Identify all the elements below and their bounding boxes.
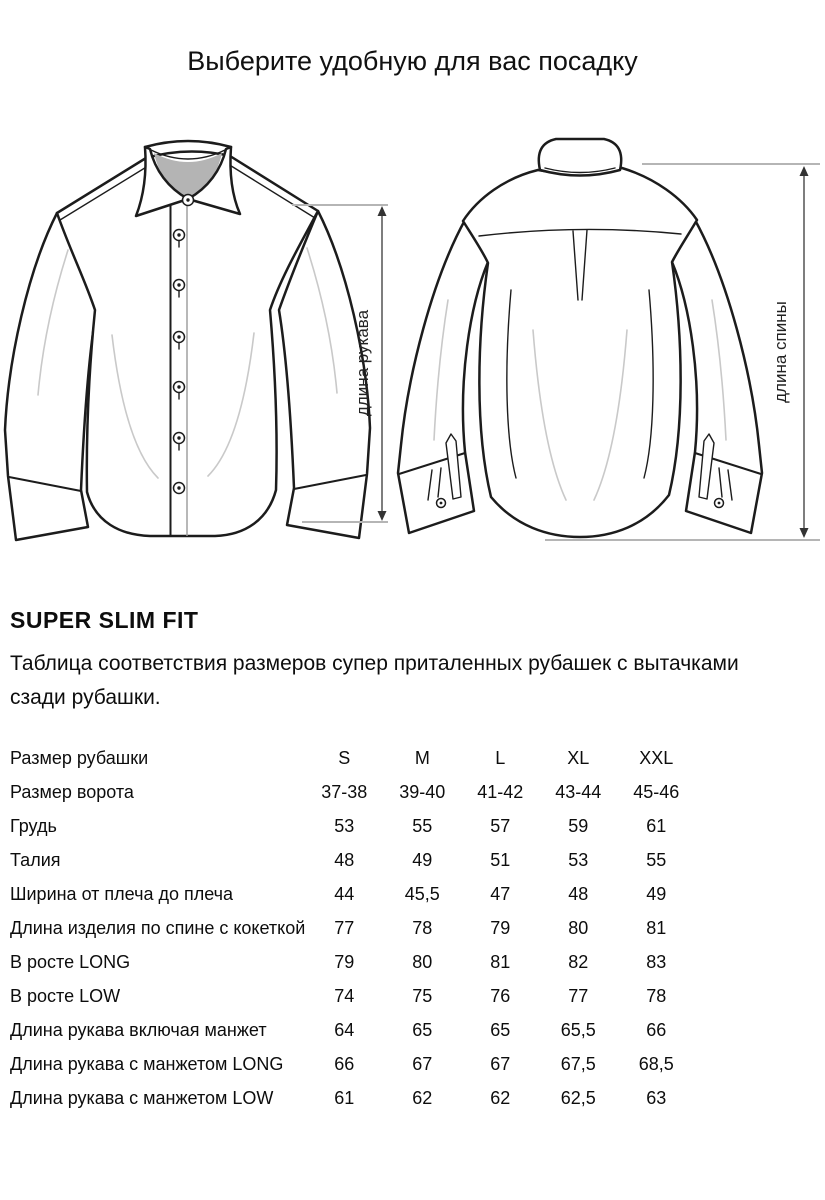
cell-value: 62 bbox=[412, 1087, 433, 1108]
cell-value: XXL bbox=[639, 747, 674, 768]
cell-value: 59 bbox=[568, 815, 589, 836]
size-table bbox=[10, 741, 695, 1115]
cell-value: 61 bbox=[334, 1087, 355, 1108]
table-row bbox=[10, 911, 695, 945]
cell-value: 47 bbox=[490, 883, 511, 904]
row-label: Размер ворота bbox=[10, 781, 134, 802]
cell-value: 80 bbox=[568, 917, 589, 938]
cell-value: 65,5 bbox=[560, 1019, 596, 1040]
cell-value: 39-40 bbox=[399, 781, 446, 802]
table-row bbox=[10, 877, 695, 911]
table-row bbox=[10, 1047, 695, 1081]
cell-value: 67 bbox=[490, 1053, 511, 1074]
cell-value: 55 bbox=[412, 815, 433, 836]
cell-value: 81 bbox=[646, 917, 667, 938]
cell-value: S bbox=[338, 747, 351, 768]
cell-value: 83 bbox=[646, 951, 667, 972]
cell-value: 48 bbox=[334, 849, 355, 870]
table-row bbox=[10, 775, 695, 809]
cell-value: 81 bbox=[490, 951, 511, 972]
table-row bbox=[10, 979, 695, 1013]
row-label: Длина рукава включая манжет bbox=[10, 1019, 267, 1040]
cell-value: 53 bbox=[568, 849, 589, 870]
cell-value: M bbox=[414, 747, 430, 768]
cell-value: 48 bbox=[568, 883, 589, 904]
back-length-label: длина спины bbox=[771, 301, 790, 403]
fit-diagram bbox=[0, 110, 825, 570]
row-label: Длина рукава с манжетом LONG bbox=[10, 1053, 284, 1074]
row-label: Длина рукава с манжетом LOW bbox=[10, 1087, 274, 1108]
cell-value: 61 bbox=[646, 815, 667, 836]
cell-value: 79 bbox=[490, 917, 511, 938]
cell-value: 75 bbox=[412, 985, 433, 1006]
collar-top-edge bbox=[145, 141, 231, 147]
sleeve-length-label: длина рукава bbox=[353, 309, 372, 417]
cell-value: 41-42 bbox=[477, 781, 524, 802]
cell-value: 78 bbox=[646, 985, 667, 1006]
section-heading: SUPER SLIM FIT bbox=[10, 607, 199, 633]
cell-value: 78 bbox=[412, 917, 433, 938]
cell-value: 62,5 bbox=[560, 1087, 596, 1108]
cell-value: 45-46 bbox=[633, 781, 680, 802]
cell-value: 62 bbox=[490, 1087, 511, 1108]
cell-value: 77 bbox=[568, 985, 589, 1006]
cell-value: 64 bbox=[334, 1019, 355, 1040]
cell-value: 63 bbox=[646, 1087, 667, 1108]
cell-value: 79 bbox=[334, 951, 355, 972]
row-label: В росте LONG bbox=[10, 951, 131, 972]
section-description: Таблица соответствия размеров супер приталенных рубашек с вытачками сзади рубашки. bbox=[10, 652, 739, 709]
cell-value: 74 bbox=[334, 985, 355, 1006]
cell-value: 68,5 bbox=[638, 1053, 674, 1074]
table-row bbox=[10, 1081, 695, 1115]
cell-value: 53 bbox=[334, 815, 355, 836]
shirt-back-drawing bbox=[398, 139, 762, 537]
cell-value: 80 bbox=[412, 951, 433, 972]
page-title: Выберите удобную для вас посадку bbox=[187, 46, 638, 76]
cell-value: XL bbox=[567, 747, 590, 768]
table-row bbox=[10, 741, 695, 775]
size-table-body bbox=[10, 741, 695, 1115]
cell-value: 43-44 bbox=[555, 781, 602, 802]
row-label: Размер рубашки bbox=[10, 747, 149, 768]
cell-value: 77 bbox=[334, 917, 355, 938]
table-row bbox=[10, 843, 695, 877]
cell-value: 51 bbox=[490, 849, 511, 870]
row-label: В росте LOW bbox=[10, 985, 121, 1006]
cell-value: 67,5 bbox=[560, 1053, 596, 1074]
row-label: Грудь bbox=[10, 815, 57, 836]
cell-value: 76 bbox=[490, 985, 511, 1006]
cell-value: 45,5 bbox=[404, 883, 440, 904]
cell-value: 44 bbox=[334, 883, 355, 904]
cell-value: 67 bbox=[412, 1053, 433, 1074]
cell-value: 82 bbox=[568, 951, 589, 972]
table-row bbox=[10, 809, 695, 843]
cell-value: 37-38 bbox=[321, 781, 368, 802]
cell-value: 66 bbox=[646, 1019, 667, 1040]
cell-value: 65 bbox=[412, 1019, 433, 1040]
cell-value: L bbox=[495, 747, 506, 768]
shirt-front-drawing bbox=[5, 141, 370, 540]
table-row bbox=[10, 1013, 695, 1047]
cell-value: 49 bbox=[412, 849, 433, 870]
row-label: Длина изделия по спине с кокеткой bbox=[10, 917, 306, 938]
cell-value: 49 bbox=[646, 883, 667, 904]
cell-value: 57 bbox=[490, 815, 511, 836]
cell-value: 65 bbox=[490, 1019, 511, 1040]
row-label: Талия bbox=[10, 849, 61, 870]
table-row bbox=[10, 945, 695, 979]
cell-value: 55 bbox=[646, 849, 667, 870]
row-label: Ширина от плеча до плеча bbox=[10, 883, 234, 904]
cell-value: 66 bbox=[334, 1053, 355, 1074]
